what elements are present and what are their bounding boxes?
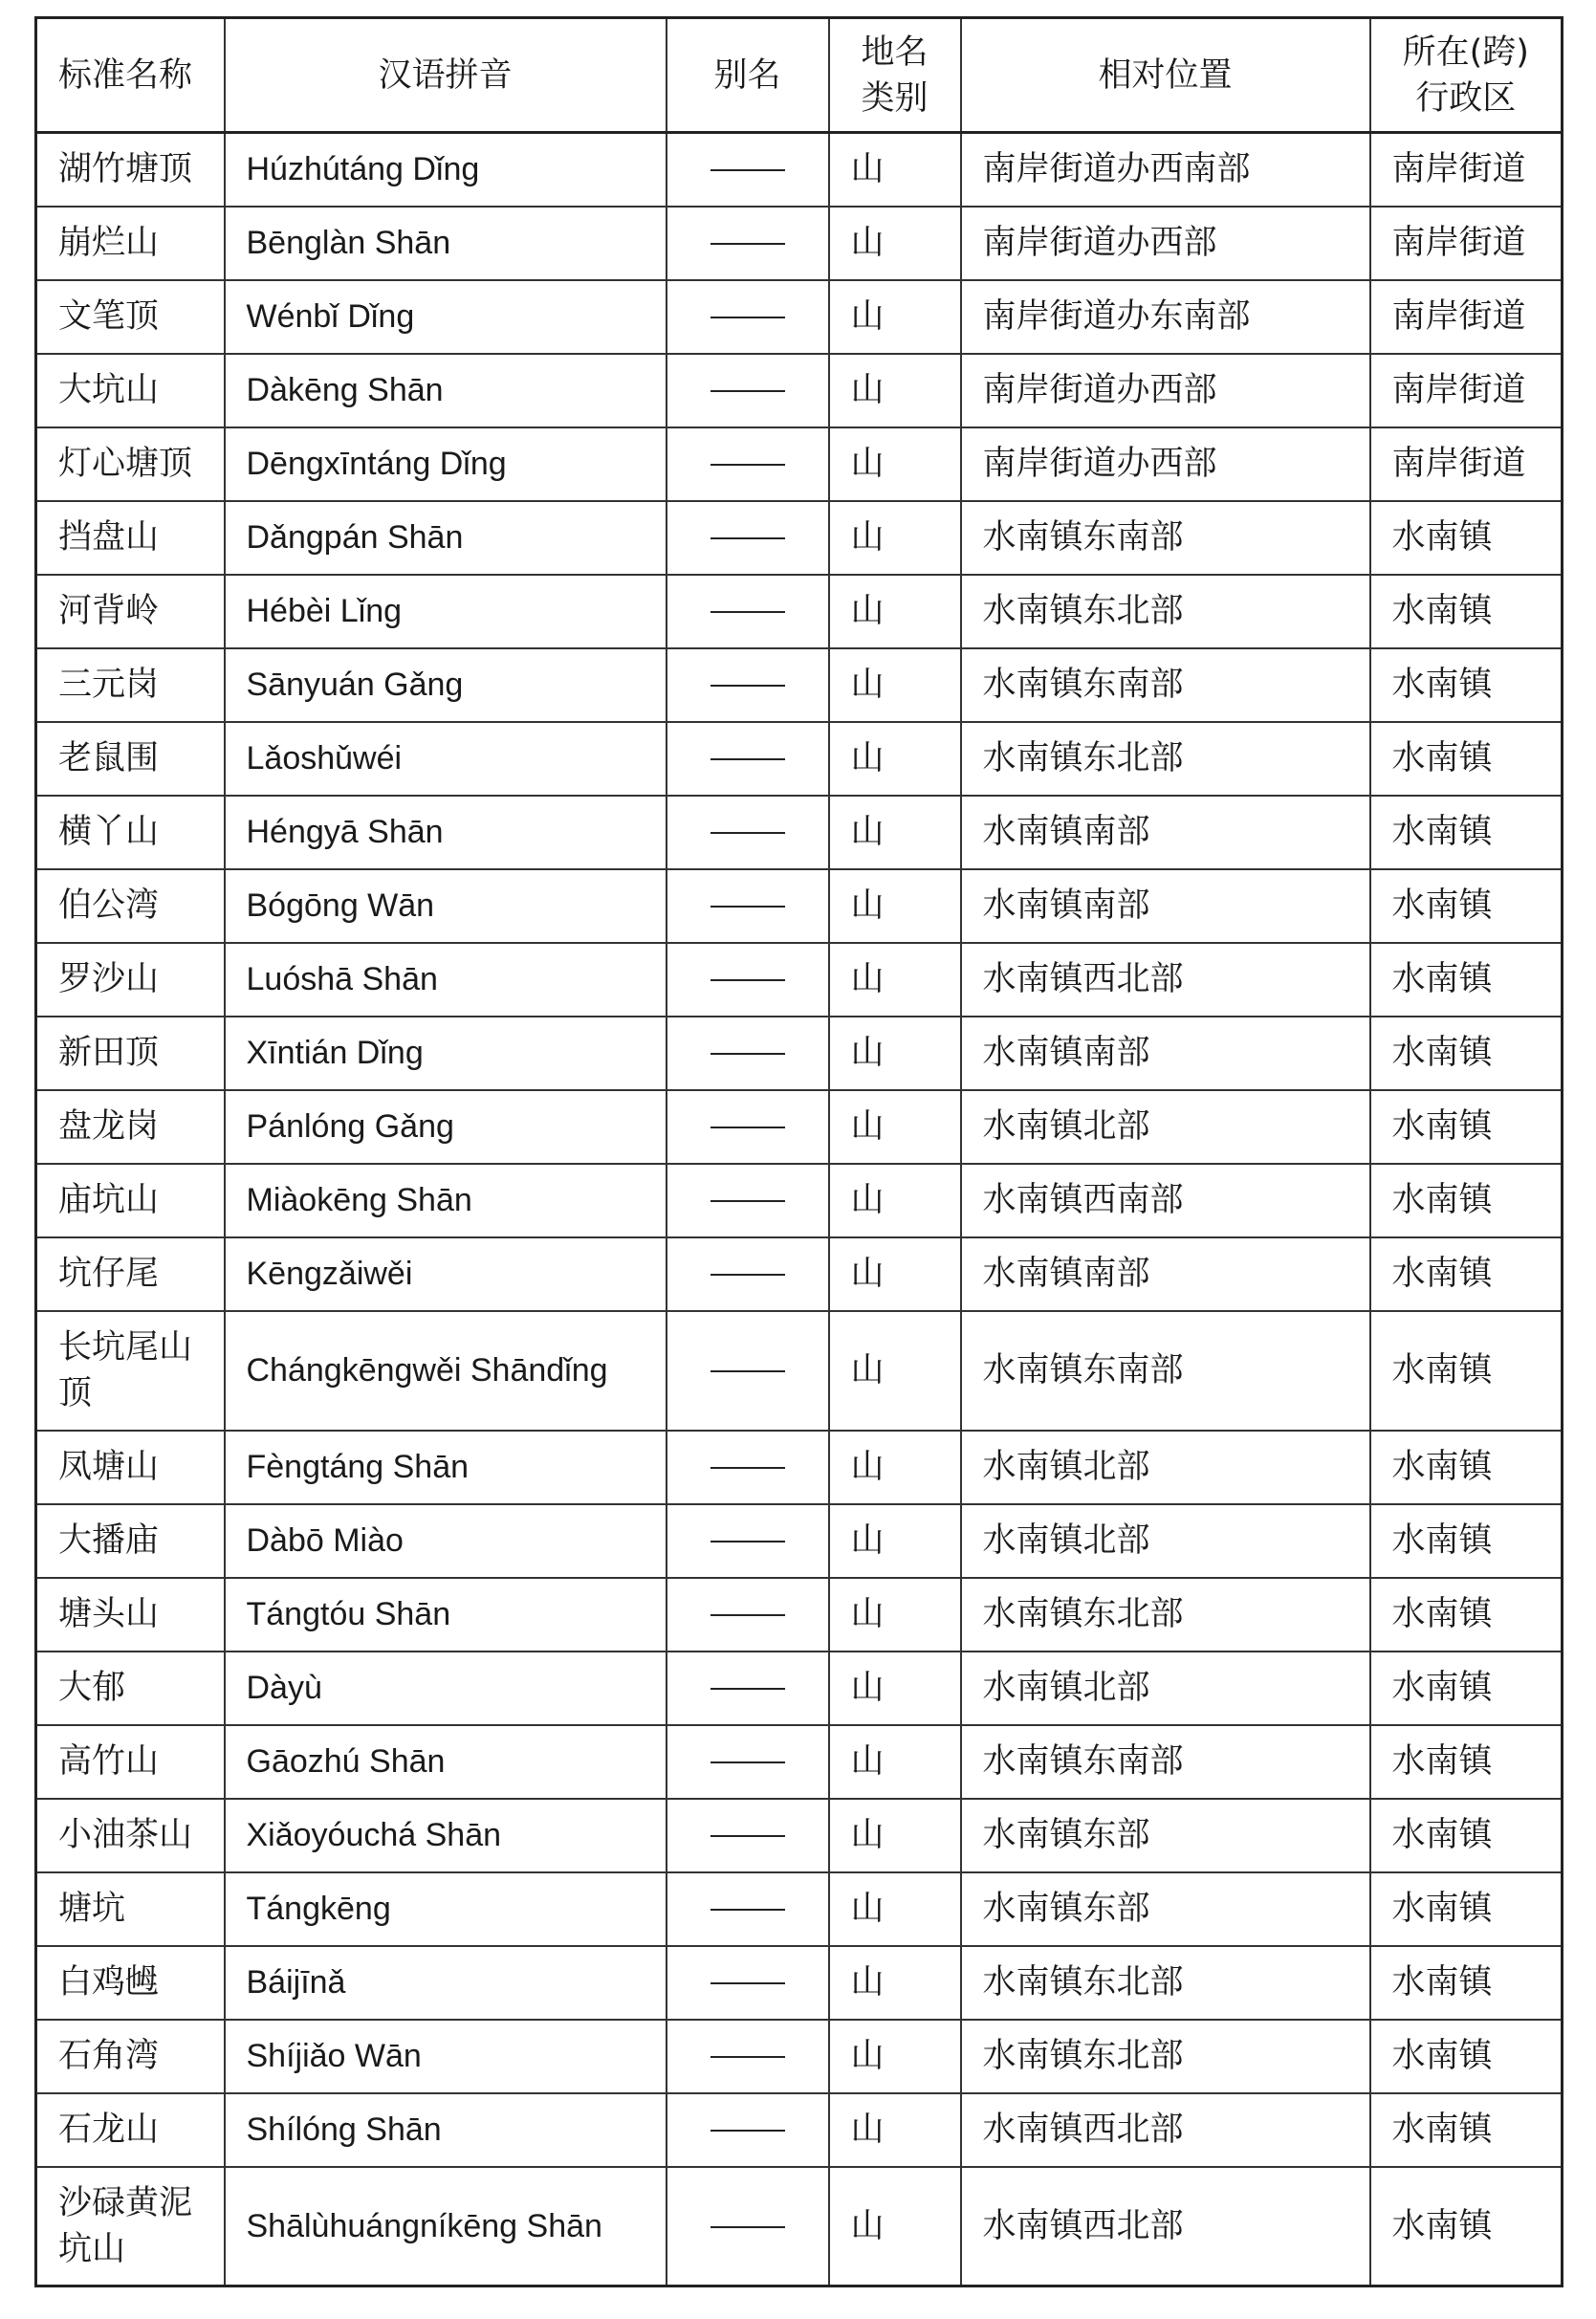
cell-relative-position: 水南镇西南部 [961,1164,1370,1237]
cell-district: 水南镇 [1370,1578,1563,1652]
header-relative-position: 相对位置 [961,18,1370,133]
cell-standard-name: 湖竹塘顶 [36,133,225,207]
cell-standard-name: 三元岗 [36,648,225,722]
cell-alias [667,1090,829,1164]
cell-relative-position: 水南镇东北部 [961,1578,1370,1652]
cell-district: 水南镇 [1370,648,1563,722]
cell-relative-position: 水南镇东北部 [961,722,1370,796]
alias-dash [711,832,785,834]
cell-standard-name: 庙坑山 [36,1164,225,1237]
cell-relative-position: 水南镇东北部 [961,2020,1370,2093]
cell-standard-name: 高竹山 [36,1725,225,1799]
cell-district: 水南镇 [1370,1017,1563,1090]
cell-pinyin: Dàkēng Shān [225,354,667,427]
cell-standard-name: 河背岭 [36,575,225,648]
cell-alias [667,722,829,796]
table-row [36,1164,1563,1237]
cell-alias [667,1311,829,1431]
table-row [36,133,1563,207]
alias-dash [711,2226,785,2228]
cell-alias [667,133,829,207]
cell-category: 山 [829,427,961,501]
cell-relative-position: 水南镇南部 [961,1237,1370,1311]
cell-relative-position: 水南镇南部 [961,796,1370,869]
cell-district: 水南镇 [1370,1431,1563,1504]
cell-category: 山 [829,1725,961,1799]
cell-pinyin: Gāozhú Shān [225,1725,667,1799]
cell-alias [667,575,829,648]
alias-dash [711,906,785,908]
table-row [36,1799,1563,1872]
table-row [36,1946,1563,2020]
cell-alias [667,427,829,501]
cell-category: 山 [829,575,961,648]
cell-standard-name: 崩烂山 [36,207,225,280]
cell-category: 山 [829,1799,961,1872]
cell-standard-name: 沙碌黄泥坑山 [36,2167,225,2286]
cell-alias [667,943,829,1017]
cell-relative-position: 水南镇东南部 [961,648,1370,722]
cell-relative-position: 水南镇北部 [961,1431,1370,1504]
cell-relative-position: 水南镇西北部 [961,943,1370,1017]
table-body [36,133,1563,2286]
cell-category: 山 [829,2167,961,2286]
alias-dash [711,243,785,245]
cell-district: 水南镇 [1370,1504,1563,1578]
cell-relative-position: 南岸街道办西南部 [961,133,1370,207]
alias-dash [711,685,785,687]
cell-district: 水南镇 [1370,1652,1563,1725]
cell-district: 水南镇 [1370,1164,1563,1237]
table-row [36,354,1563,427]
cell-district: 水南镇 [1370,2167,1563,2286]
table-row [36,2167,1563,2286]
cell-alias [667,1652,829,1725]
cell-district: 水南镇 [1370,2093,1563,2167]
cell-alias [667,280,829,354]
cell-alias [667,1725,829,1799]
cell-pinyin: Sānyuán Gǎng [225,648,667,722]
cell-pinyin: Shíjiǎo Wān [225,2020,667,2093]
cell-category: 山 [829,501,961,575]
cell-category: 山 [829,1164,961,1237]
table-row [36,1652,1563,1725]
cell-relative-position: 水南镇东南部 [961,1311,1370,1431]
cell-district: 南岸街道 [1370,427,1563,501]
alias-dash [711,317,785,318]
cell-standard-name: 新田顶 [36,1017,225,1090]
place-names-table [34,16,1563,2287]
cell-alias [667,1799,829,1872]
table-row [36,1090,1563,1164]
cell-district: 水南镇 [1370,1311,1563,1431]
header-alias: 别名 [667,18,829,133]
header-standard-name: 标准名称 [36,18,225,133]
cell-standard-name: 大坑山 [36,354,225,427]
cell-category: 山 [829,943,961,1017]
cell-pinyin: Lǎoshǔwéi [225,722,667,796]
alias-dash [711,1761,785,1763]
cell-district: 南岸街道 [1370,133,1563,207]
cell-alias [667,2020,829,2093]
cell-district: 水南镇 [1370,943,1563,1017]
alias-dash [711,611,785,613]
alias-dash [711,1053,785,1055]
cell-standard-name: 坑仔尾 [36,1237,225,1311]
cell-standard-name: 凤塘山 [36,1431,225,1504]
alias-dash [711,1467,785,1469]
cell-pinyin: Xiǎoyóuchá Shān [225,1799,667,1872]
cell-alias [667,1431,829,1504]
cell-relative-position: 南岸街道办西部 [961,354,1370,427]
cell-district: 南岸街道 [1370,280,1563,354]
table-row [36,501,1563,575]
cell-standard-name: 罗沙山 [36,943,225,1017]
cell-standard-name: 大播庙 [36,1504,225,1578]
alias-dash [711,464,785,466]
cell-relative-position: 水南镇南部 [961,869,1370,943]
cell-district: 水南镇 [1370,501,1563,575]
cell-alias [667,796,829,869]
cell-district: 水南镇 [1370,1725,1563,1799]
table-row [36,1017,1563,1090]
cell-pinyin: Wénbǐ Dǐng [225,280,667,354]
cell-relative-position: 水南镇南部 [961,1017,1370,1090]
cell-pinyin: Kēngzǎiwěi [225,1237,667,1311]
table-row [36,869,1563,943]
header-district: 所在(跨) 行政区 [1370,18,1563,133]
cell-relative-position: 水南镇东部 [961,1799,1370,1872]
cell-relative-position: 水南镇东南部 [961,1725,1370,1799]
alias-dash [711,1200,785,1202]
cell-district: 水南镇 [1370,1799,1563,1872]
cell-alias [667,869,829,943]
cell-standard-name: 老鼠围 [36,722,225,796]
cell-category: 山 [829,1237,961,1311]
cell-district: 南岸街道 [1370,207,1563,280]
cell-pinyin: Dēngxīntáng Dǐng [225,427,667,501]
cell-pinyin: Tángkēng [225,1872,667,1946]
cell-alias [667,354,829,427]
cell-district: 水南镇 [1370,575,1563,648]
cell-alias [667,1946,829,2020]
cell-standard-name: 塘头山 [36,1578,225,1652]
table-row [36,796,1563,869]
cell-category: 山 [829,1311,961,1431]
cell-pinyin: Shílóng Shān [225,2093,667,2167]
alias-dash [711,1909,785,1911]
alias-dash [711,979,785,981]
cell-district: 水南镇 [1370,796,1563,869]
cell-relative-position: 水南镇东南部 [961,501,1370,575]
cell-pinyin: Miàokēng Shān [225,1164,667,1237]
cell-category: 山 [829,1872,961,1946]
cell-relative-position: 水南镇北部 [961,1504,1370,1578]
cell-category: 山 [829,1017,961,1090]
cell-category: 山 [829,1504,961,1578]
header-pinyin: 汉语拼音 [225,18,667,133]
cell-relative-position: 水南镇西北部 [961,2167,1370,2286]
cell-alias [667,1872,829,1946]
table-row [36,2093,1563,2167]
header-category: 地名 类别 [829,18,961,133]
alias-dash [711,2056,785,2058]
cell-relative-position: 水南镇北部 [961,1090,1370,1164]
cell-district: 水南镇 [1370,1237,1563,1311]
cell-pinyin: Húzhútáng Dǐng [225,133,667,207]
cell-relative-position: 南岸街道办西部 [961,207,1370,280]
cell-alias [667,1237,829,1311]
cell-standard-name: 大郁 [36,1652,225,1725]
cell-category: 山 [829,648,961,722]
table-row [36,1311,1563,1431]
alias-dash [711,169,785,171]
cell-alias [667,648,829,722]
cell-pinyin: Bēnglàn Shān [225,207,667,280]
cell-category: 山 [829,1431,961,1504]
alias-dash [711,1982,785,1984]
cell-standard-name: 灯心塘顶 [36,427,225,501]
alias-dash [711,390,785,392]
cell-relative-position: 南岸街道办西部 [961,427,1370,501]
table-row [36,648,1563,722]
cell-pinyin: Báijīnǎ [225,1946,667,2020]
cell-pinyin: Dǎngpán Shān [225,501,667,575]
cell-category: 山 [829,2093,961,2167]
cell-standard-name: 石龙山 [36,2093,225,2167]
cell-category: 山 [829,796,961,869]
cell-standard-name: 长坑尾山顶 [36,1311,225,1431]
cell-relative-position: 水南镇西北部 [961,2093,1370,2167]
cell-alias [667,1017,829,1090]
cell-standard-name: 盘龙岗 [36,1090,225,1164]
cell-category: 山 [829,1578,961,1652]
cell-district: 南岸街道 [1370,354,1563,427]
cell-category: 山 [829,207,961,280]
alias-dash [711,1614,785,1616]
cell-pinyin: Bógōng Wān [225,869,667,943]
cell-category: 山 [829,1652,961,1725]
cell-district: 水南镇 [1370,2020,1563,2093]
cell-district: 水南镇 [1370,1090,1563,1164]
cell-pinyin: Dàyù [225,1652,667,1725]
cell-pinyin: Chángkēngwěi Shāndǐng [225,1311,667,1431]
cell-pinyin: Pánlóng Gǎng [225,1090,667,1164]
cell-alias [667,1164,829,1237]
cell-alias [667,2167,829,2286]
cell-standard-name: 小油茶山 [36,1799,225,1872]
cell-relative-position: 水南镇北部 [961,1652,1370,1725]
alias-dash [711,1274,785,1276]
cell-category: 山 [829,869,961,943]
cell-pinyin: Hébèi Lǐng [225,575,667,648]
table-row [36,722,1563,796]
cell-alias [667,1578,829,1652]
cell-pinyin: Tángtóu Shān [225,1578,667,1652]
cell-category: 山 [829,1090,961,1164]
cell-category: 山 [829,133,961,207]
cell-district: 水南镇 [1370,1946,1563,2020]
table-row [36,575,1563,648]
table-row [36,1578,1563,1652]
cell-standard-name: 文笔顶 [36,280,225,354]
alias-dash [711,2130,785,2132]
table-row [36,2020,1563,2093]
cell-pinyin: Shālùhuángníkēng Shān [225,2167,667,2286]
cell-category: 山 [829,354,961,427]
table-row [36,280,1563,354]
table-row [36,427,1563,501]
cell-relative-position: 水南镇东北部 [961,1946,1370,2020]
cell-category: 山 [829,2020,961,2093]
cell-relative-position: 水南镇东部 [961,1872,1370,1946]
cell-pinyin: Fèngtáng Shān [225,1431,667,1504]
cell-relative-position: 南岸街道办东南部 [961,280,1370,354]
table-row [36,1725,1563,1799]
table-row [36,207,1563,280]
header-row [36,18,1563,133]
cell-standard-name: 石角湾 [36,2020,225,2093]
cell-standard-name: 横丫山 [36,796,225,869]
alias-dash [711,758,785,760]
alias-dash [711,1688,785,1690]
cell-category: 山 [829,280,961,354]
cell-standard-name: 挡盘山 [36,501,225,575]
alias-dash [711,1835,785,1837]
cell-alias [667,501,829,575]
table-row [36,1431,1563,1504]
cell-alias [667,2093,829,2167]
cell-district: 水南镇 [1370,869,1563,943]
cell-standard-name: 伯公湾 [36,869,225,943]
cell-district: 水南镇 [1370,1872,1563,1946]
cell-pinyin: Héngyā Shān [225,796,667,869]
table-row [36,1237,1563,1311]
cell-pinyin: Dàbō Miào [225,1504,667,1578]
cell-standard-name: 白鸡乸 [36,1946,225,2020]
alias-dash [711,1127,785,1128]
cell-pinyin: Xīntián Dǐng [225,1017,667,1090]
alias-dash [711,1541,785,1542]
cell-alias [667,207,829,280]
alias-dash [711,1370,785,1372]
table-row [36,943,1563,1017]
cell-relative-position: 水南镇东北部 [961,575,1370,648]
table-row [36,1504,1563,1578]
cell-category: 山 [829,1946,961,2020]
cell-standard-name: 塘坑 [36,1872,225,1946]
cell-district: 水南镇 [1370,722,1563,796]
cell-pinyin: Luóshā Shān [225,943,667,1017]
cell-category: 山 [829,722,961,796]
cell-alias [667,1504,829,1578]
table-row [36,1872,1563,1946]
alias-dash [711,537,785,539]
